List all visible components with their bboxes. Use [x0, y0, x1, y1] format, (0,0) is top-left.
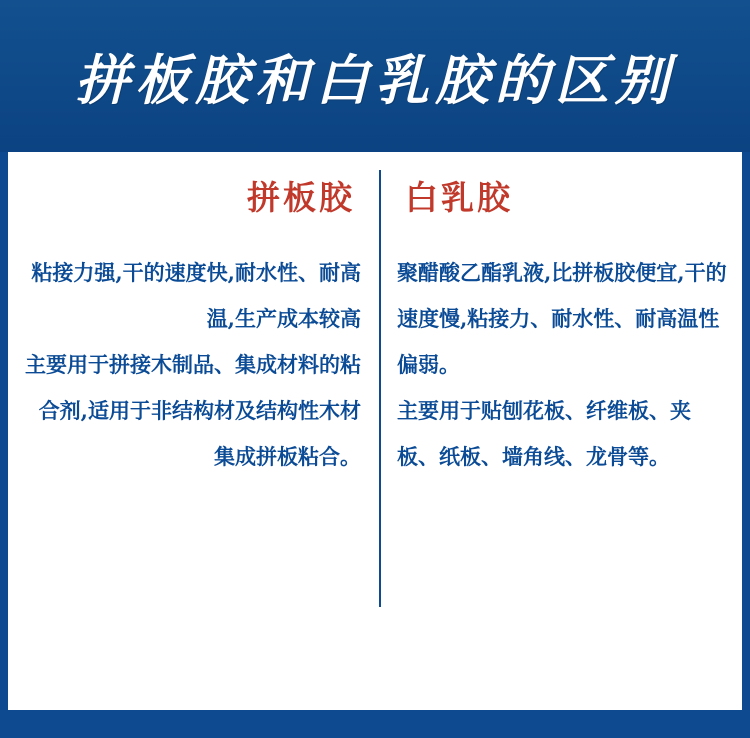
comparison-content	[8, 152, 742, 610]
header-banner	[0, 0, 750, 152]
column-right-heading: 白乳胶	[405, 178, 513, 217]
column-left-paragraph-1: 粘接力强,干的速度快,耐水性、耐高温,生产成本较高	[31, 260, 361, 332]
column-left-heading: 拼板胶	[247, 178, 355, 217]
column-left	[8, 152, 379, 610]
right-border-rail	[742, 152, 750, 738]
column-divider	[379, 170, 381, 607]
footer-bar	[0, 710, 750, 738]
column-right	[379, 152, 742, 610]
left-border-rail	[0, 152, 8, 738]
column-left-paragraph-2: 主要用于拼接木制品、集成材料的粘合剂,适用于非结构材及结构性木材集成拼板粘合。	[25, 352, 361, 470]
page-title: 拼板胶和白乳胶的区别	[75, 47, 675, 112]
column-right-paragraph-1: 聚醋酸乙酯乳液,比拼板胶便宜,干的速度慢,粘接力、耐水性、耐高温性偏弱。	[397, 260, 727, 378]
column-right-paragraph-2: 主要用于贴刨花板、纤维板、夹板、纸板、墙角线、龙骨等。	[397, 398, 691, 470]
